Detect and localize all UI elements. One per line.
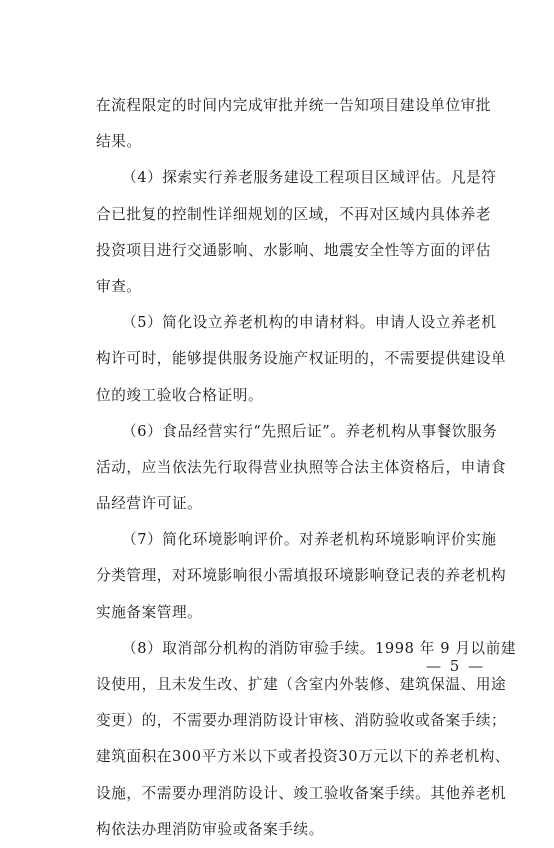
text-line: 实施备案管理。 (96, 603, 203, 621)
page-number: — 5 — (426, 657, 486, 675)
text-line: 设使用，且未发生改、扩建（含室内外装修、建筑保温、用途 (96, 676, 507, 693)
text-line: （7）简化环境影响评价。对养老机构环境影响评价实施 (122, 531, 497, 549)
text-line: 设施，不需要办理消防设计、竣工验收备案手续。其他养老机 (96, 784, 507, 802)
text-line: 审查。 (96, 277, 142, 295)
text-line: 构依法办理消防审验或备案手续。 (96, 820, 324, 838)
body-text (96, 88, 517, 848)
text-line: 品经营许可证。 (96, 495, 203, 513)
text-line: 构许可时，能够提供服务设施产权证明的，不需要提供建设单 (96, 350, 507, 368)
text-line: 分类管理，对环境影响很小需填报环境影响登记表的养老机构 (96, 567, 507, 585)
text-line: 位的竣工验收合格证明。 (96, 386, 264, 404)
text-line: （8）取消部分机构的消防审验手续。1998 年 9 月以前建 (122, 639, 517, 657)
text-line: 合已批复的控制性详细规划的区域，不再对区域内具体养老 (96, 205, 492, 223)
text-line: 活动，应当依法先行取得营业执照等合法主体资格后，申请食 (96, 458, 507, 476)
text-line: 在流程限定的时间内完成审批并统一告知项目建设单位审批 (96, 97, 492, 114)
text-line: （6）食品经营实行“先照后证”。养老机构从事餐饮服务 (122, 422, 498, 440)
text-line: 结果。 (96, 133, 142, 151)
text-line: （5）简化设立养老机构的申请材料。申请人设立养老机 (122, 314, 497, 332)
text-line: 投资项目进行交通影响、水影响、地震安全性等方面的评估 (96, 241, 492, 259)
text-line: 变更）的，不需要办理消防设计审核、消防验收或备案手续； (96, 712, 507, 730)
text-line: 建筑面积在300平方米以下或者投资30万元以下的养老机构、 (96, 748, 511, 766)
text-line: （4）探索实行养老服务建设工程项目区域评估。凡是符 (122, 169, 497, 187)
